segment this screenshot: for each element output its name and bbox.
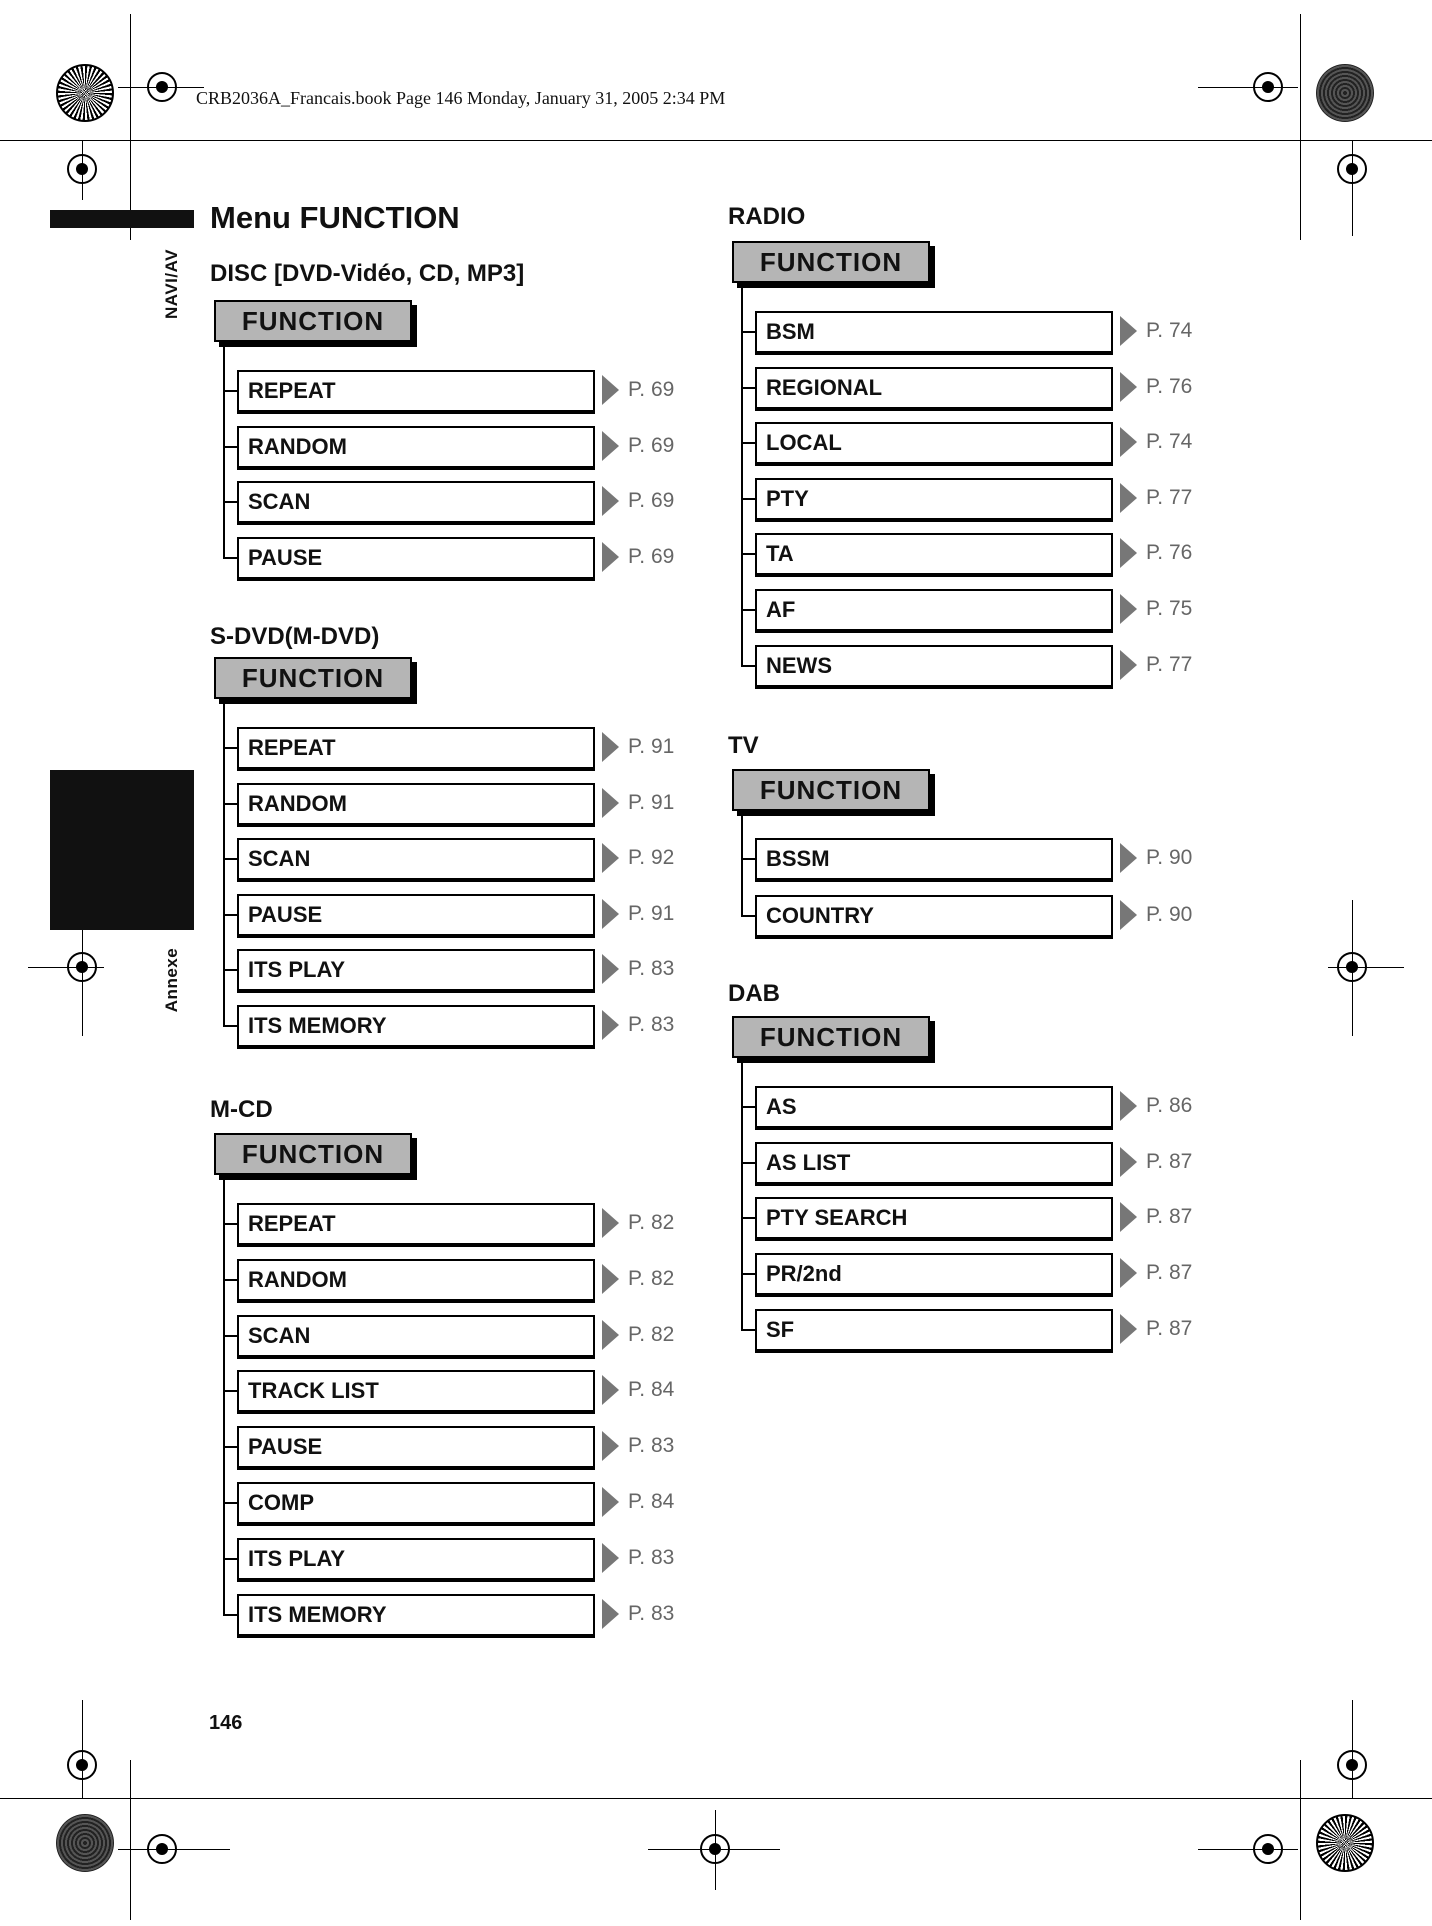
trim-line-top	[0, 140, 1432, 141]
registration-crosshair	[1328, 967, 1404, 968]
function-header: FUNCTION	[732, 1016, 930, 1058]
trim-line-bottom	[0, 1798, 1432, 1799]
menu-item-scan[interactable]: SCAN	[237, 1315, 595, 1357]
registration-crosshair	[28, 967, 104, 968]
page-reference[interactable]: P. 92	[628, 846, 675, 869]
page-reference[interactable]: P. 87	[1146, 1261, 1193, 1285]
tree-branch	[741, 442, 755, 444]
registration-crosshair	[1198, 1849, 1298, 1850]
arrow-right-icon	[602, 788, 619, 818]
menu-item-bsm[interactable]: BSM	[755, 311, 1113, 353]
arrow-right-icon	[1120, 1258, 1137, 1288]
menu-item-pause[interactable]: PAUSE	[237, 1426, 595, 1468]
registration-crosshair	[648, 1849, 780, 1850]
arrow-right-icon	[1120, 1147, 1137, 1177]
page-reference[interactable]: P. 75	[1146, 597, 1193, 620]
menu-item-comp[interactable]: COMP	[237, 1482, 595, 1524]
arrow-right-icon	[602, 1375, 619, 1405]
menu-item-random[interactable]: RANDOM	[237, 783, 595, 825]
menu-item-bssm[interactable]: BSSM	[755, 838, 1113, 880]
page-reference[interactable]: P. 90	[1146, 846, 1193, 869]
page-reference[interactable]: P. 86	[1146, 1094, 1193, 1117]
registration-crosshair	[1352, 140, 1353, 236]
menu-item-sf[interactable]: SF	[755, 1309, 1113, 1351]
arrow-right-icon	[602, 431, 619, 461]
density-patch-icon	[56, 1814, 114, 1872]
page-reference[interactable]: P. 83	[628, 1434, 675, 1458]
page-reference[interactable]: P. 83	[628, 1545, 675, 1569]
menu-item-af[interactable]: AF	[755, 589, 1113, 631]
menu-item-as-list[interactable]: AS LIST	[755, 1142, 1113, 1184]
page-reference[interactable]: P. 87	[1146, 1205, 1193, 1229]
tree-branch	[223, 1390, 237, 1392]
arrow-right-icon	[602, 1599, 619, 1629]
section-title-s-dvd-m-dvd: S-DVD(M-DVD)	[210, 623, 380, 650]
density-patch-icon	[1316, 64, 1374, 122]
tree-branch	[223, 1446, 237, 1448]
menu-item-country[interactable]: COUNTRY	[755, 895, 1113, 937]
tree-branch	[223, 969, 237, 971]
side-label-annexe: Annexe	[162, 947, 181, 1013]
arrow-right-icon	[602, 1010, 619, 1040]
menu-item-scan[interactable]: SCAN	[237, 838, 595, 880]
tree-branch	[223, 1335, 237, 1337]
tree-branch	[223, 1558, 237, 1560]
arrow-right-icon	[602, 1208, 619, 1238]
trim-line-right-top	[1300, 14, 1301, 240]
tree-connector	[741, 811, 743, 915]
arrow-right-icon	[602, 1543, 619, 1573]
arrow-right-icon	[602, 375, 619, 405]
arrow-right-icon	[602, 1487, 619, 1517]
page-reference[interactable]: P. 74	[1146, 319, 1193, 342]
arrow-right-icon	[1120, 538, 1137, 568]
function-header: FUNCTION	[214, 657, 412, 699]
page-title	[210, 200, 460, 236]
tree-branch	[741, 915, 755, 917]
side-label-navi-av: NAVI/AV	[162, 249, 181, 319]
menu-item-pty[interactable]: PTY	[755, 478, 1113, 520]
tree-branch	[741, 553, 755, 555]
page-reference[interactable]: P. 87	[1146, 1149, 1193, 1173]
function-header: FUNCTION	[732, 241, 930, 283]
menu-item-track-list[interactable]: TRACK LIST	[237, 1370, 595, 1412]
page-reference[interactable]: P. 69	[628, 378, 675, 401]
tree-branch	[223, 858, 237, 860]
registration-crosshair	[82, 140, 83, 200]
section-title-radio: RADIO	[728, 203, 806, 230]
page-reference[interactable]: P. 83	[628, 1012, 675, 1036]
print-header: CRB2036A_Francais.book Page 146 Monday, January 31, 2005 2:34 PM	[196, 88, 726, 108]
arrow-right-icon	[602, 1431, 619, 1461]
trim-line-left-bottom	[130, 1760, 131, 1920]
menu-item-its-memory[interactable]: ITS MEMORY	[237, 1594, 595, 1636]
tree-branch	[223, 914, 237, 916]
arrow-right-icon	[1120, 594, 1137, 624]
side-tab-navi-av	[50, 210, 194, 228]
function-header: FUNCTION	[214, 1133, 412, 1175]
menu-item-repeat[interactable]: REPEAT	[237, 727, 595, 769]
arrow-right-icon	[1120, 483, 1137, 513]
tree-branch	[741, 1273, 755, 1275]
tree-branch	[741, 858, 755, 860]
menu-item-scan[interactable]: SCAN	[237, 481, 595, 523]
page-reference[interactable]: P. 91	[628, 790, 675, 814]
page-reference[interactable]: P. 74	[1146, 430, 1193, 454]
arrow-right-icon	[602, 542, 619, 572]
page-reference[interactable]: P. 82	[628, 1266, 675, 1290]
arrow-right-icon	[602, 843, 619, 873]
menu-item-random[interactable]: RANDOM	[237, 426, 595, 468]
page-reference[interactable]: P. 69	[628, 489, 675, 513]
menu-item-repeat[interactable]: REPEAT	[237, 370, 595, 412]
page-reference[interactable]: P. 76	[1146, 374, 1193, 398]
tree-branch	[741, 1329, 755, 1331]
page-reference[interactable]: P. 84	[628, 1490, 675, 1513]
registration-crosshair	[82, 1700, 83, 1798]
tree-branch	[741, 498, 755, 500]
arrow-right-icon	[1120, 427, 1137, 457]
arrow-right-icon	[1120, 843, 1137, 873]
menu-item-pause[interactable]: PAUSE	[237, 537, 595, 579]
menu-item-repeat[interactable]: REPEAT	[237, 1203, 595, 1245]
tree-branch	[223, 1502, 237, 1504]
arrow-right-icon	[1120, 316, 1137, 346]
tree-branch	[741, 1162, 755, 1164]
menu-item-its-play[interactable]: ITS PLAY	[237, 949, 595, 991]
arrow-right-icon	[602, 954, 619, 984]
function-header: FUNCTION	[214, 300, 412, 342]
arrow-right-icon	[1120, 900, 1137, 930]
menu-item-pty-search[interactable]: PTY SEARCH	[755, 1197, 1113, 1239]
tree-branch	[741, 331, 755, 333]
tree-branch	[741, 1217, 755, 1219]
section-title-tv: TV	[728, 732, 759, 759]
arrow-right-icon	[1120, 1202, 1137, 1232]
color-bar-icon	[1316, 1814, 1374, 1872]
tree-branch	[223, 390, 237, 392]
trim-line-right-bottom	[1300, 1760, 1301, 1920]
registration-crosshair	[118, 87, 204, 88]
page-reference[interactable]: P. 77	[1146, 652, 1193, 676]
menu-item-ta[interactable]: TA	[755, 533, 1113, 575]
tree-branch	[223, 803, 237, 805]
page-reference[interactable]: P. 69	[628, 433, 675, 457]
registration-crosshair	[1352, 1700, 1353, 1798]
registration-crosshair	[715, 1810, 716, 1890]
tree-branch	[223, 1614, 237, 1616]
page-reference[interactable]: P. 84	[628, 1378, 675, 1402]
tree-branch	[223, 747, 237, 749]
menu-item-as[interactable]: AS	[755, 1086, 1113, 1128]
side-tab-annexe	[50, 770, 194, 930]
tree-branch	[741, 665, 755, 667]
page-reference[interactable]: P. 83	[628, 957, 675, 980]
menu-item-its-memory[interactable]: ITS MEMORY	[237, 1005, 595, 1047]
tree-branch	[741, 1106, 755, 1108]
page-title-text: Menu FUNCTION	[210, 200, 460, 235]
page-reference[interactable]: P. 77	[1146, 485, 1193, 509]
page-number: 146	[209, 1712, 243, 1734]
menu-item-its-play[interactable]: ITS PLAY	[237, 1538, 595, 1580]
function-header: FUNCTION	[732, 769, 930, 811]
arrow-right-icon	[602, 899, 619, 929]
tree-connector	[741, 1058, 743, 1329]
color-bar-icon	[56, 64, 114, 122]
page-reference[interactable]: P. 91	[628, 735, 675, 758]
arrow-right-icon	[1120, 1314, 1137, 1344]
tree-connector	[223, 342, 225, 557]
arrow-right-icon	[602, 1320, 619, 1350]
tree-connector	[741, 283, 743, 665]
tree-branch	[223, 501, 237, 503]
registration-crosshair	[1352, 900, 1353, 1036]
page-reference[interactable]: P. 91	[628, 901, 675, 925]
page-reference[interactable]: P. 82	[628, 1322, 675, 1346]
arrow-right-icon	[602, 486, 619, 516]
menu-item-random[interactable]: RANDOM	[237, 1259, 595, 1301]
page-reference[interactable]: P. 83	[628, 1601, 675, 1625]
tree-branch	[741, 609, 755, 611]
menu-item-pr-2nd[interactable]: PR/2nd	[755, 1253, 1113, 1295]
arrow-right-icon	[602, 732, 619, 762]
tree-branch	[223, 557, 237, 559]
menu-item-news[interactable]: NEWS	[755, 645, 1113, 687]
arrow-right-icon	[602, 1264, 619, 1294]
page-reference[interactable]: P. 76	[1146, 541, 1193, 565]
page-reference[interactable]: P. 90	[1146, 902, 1193, 926]
menu-item-pause[interactable]: PAUSE	[237, 894, 595, 936]
menu-item-regional[interactable]: REGIONAL	[755, 367, 1113, 409]
arrow-right-icon	[1120, 650, 1137, 680]
section-title-m-cd: M-CD	[210, 1096, 273, 1123]
section-title-disc-dvd-vid-o-cd-mp3: DISC [DVD-Vidéo, CD, MP3]	[210, 260, 525, 287]
registration-crosshair	[118, 1849, 230, 1850]
arrow-right-icon	[1120, 1091, 1137, 1121]
arrow-right-icon	[1120, 372, 1137, 402]
trim-line-left-top	[130, 14, 131, 240]
tree-branch	[223, 1025, 237, 1027]
tree-branch	[741, 387, 755, 389]
menu-item-local[interactable]: LOCAL	[755, 422, 1113, 464]
section-title-dab: DAB	[728, 980, 780, 1007]
page-reference[interactable]: P. 82	[628, 1211, 675, 1234]
registration-crosshair	[1198, 87, 1298, 88]
tree-branch	[223, 446, 237, 448]
page-reference[interactable]: P. 69	[628, 545, 675, 569]
tree-connector	[223, 1175, 225, 1614]
tree-branch	[223, 1223, 237, 1225]
tree-branch	[223, 1279, 237, 1281]
page-reference[interactable]: P. 87	[1146, 1316, 1193, 1340]
